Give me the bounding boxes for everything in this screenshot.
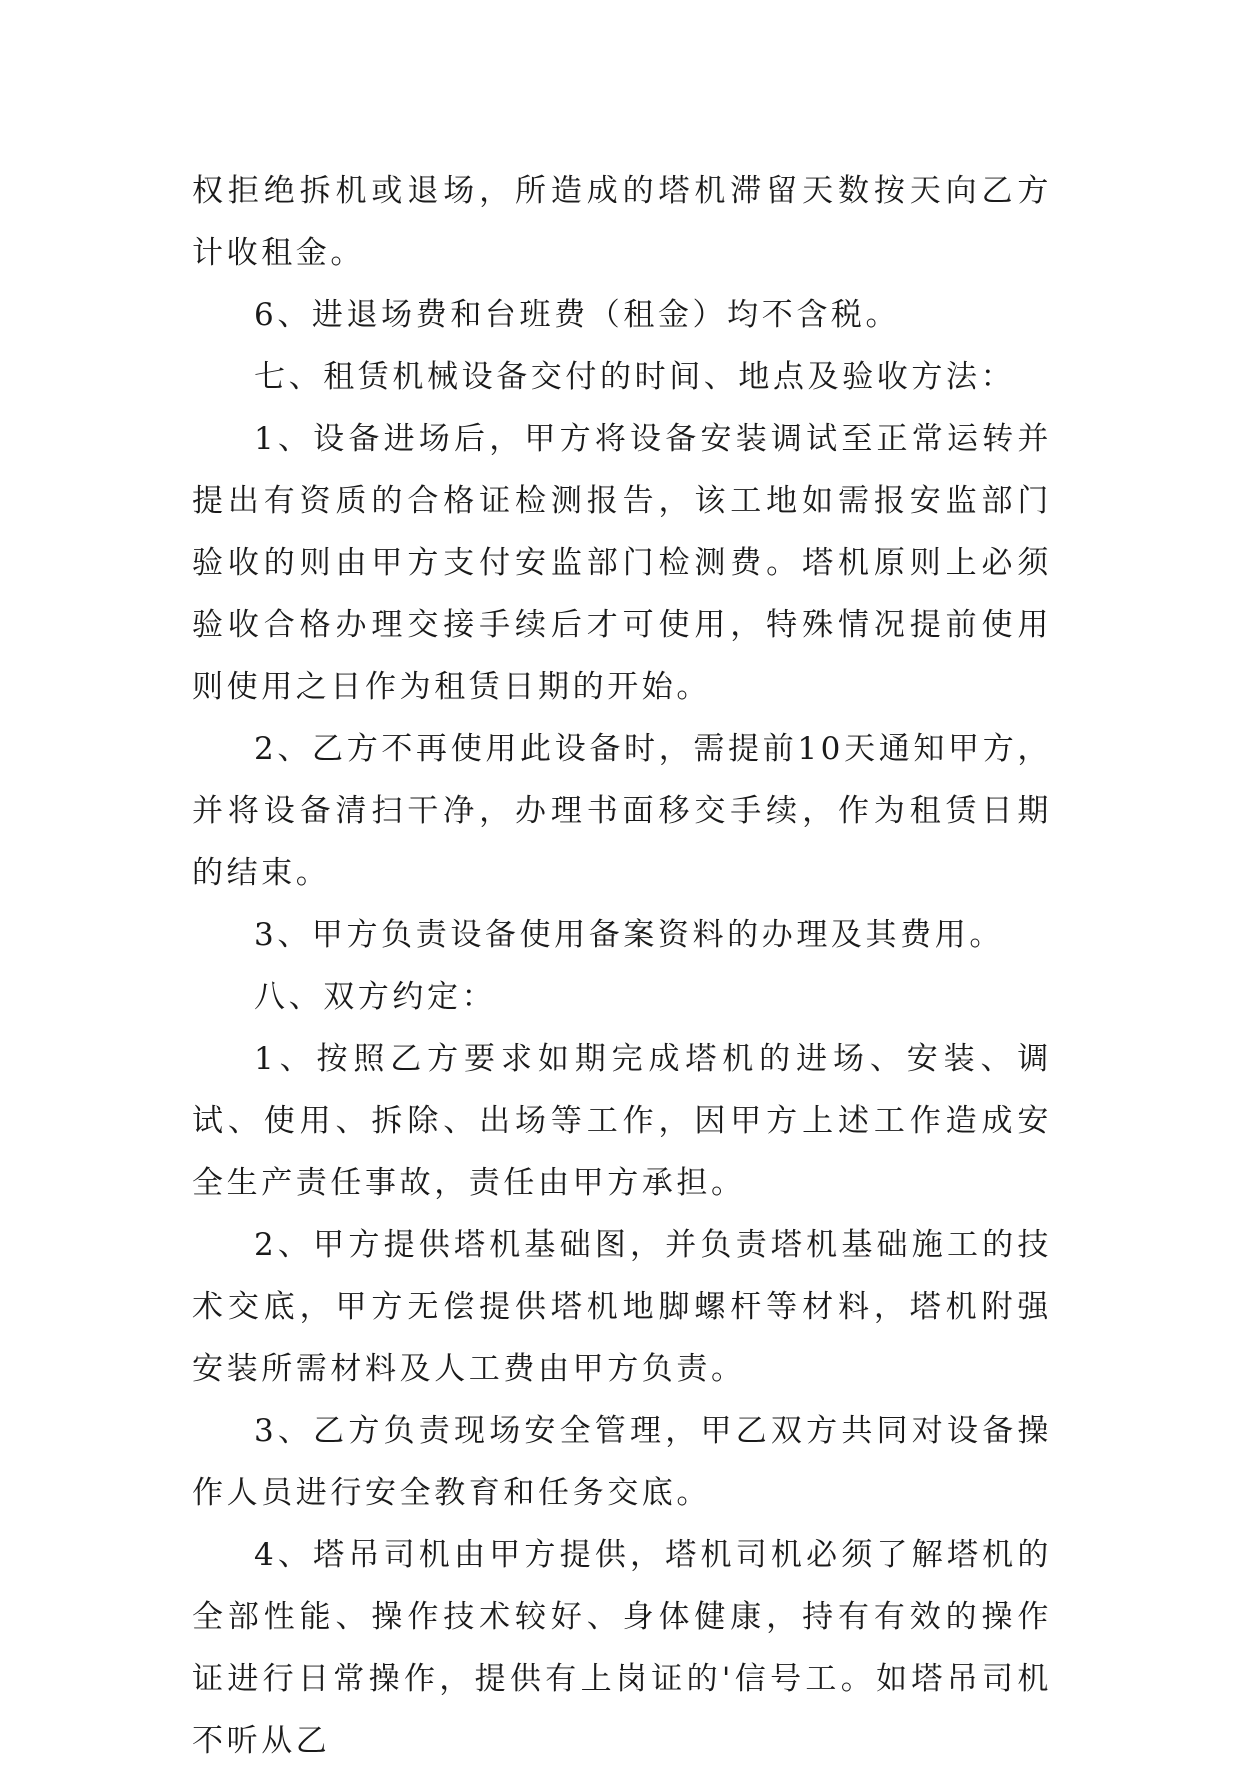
section-heading-7: 七、租赁机械设备交付的时间、地点及验收方法：: [254, 359, 1016, 395]
paragraph-8-2: 2、甲方提供塔机基础图，并负责塔机基础施工的技术交底，甲方无偿提供塔机地脚螺杆等材料，塔机附强安装所需材料及人工费由甲方负责。: [192, 1227, 1052, 1387]
document-body: [192, 160, 1052, 1772]
paragraph-continuation: 权拒绝拆机或退场，所造成的塔机滞留天数按天向乙方计收租金。: [192, 173, 1052, 271]
paragraph-7-2: 2、乙方不再使用此设备时，需提前10天通知甲方，并将设备清扫干净，办理书面移交手续，作为租赁日期的结束。: [192, 731, 1052, 891]
paragraph-8-1: 1、按照乙方要求如期完成塔机的进场、安装、调试、使用、拆除、出场等工作，因甲方上述工作造成安全生产责任事故，责任由甲方承担。: [192, 1041, 1052, 1201]
paragraph-8-3: 3、乙方负责现场安全管理，甲乙双方共同对设备操作人员进行安全教育和任务交底。: [192, 1413, 1052, 1511]
paragraph-8-4: 4、塔吊司机由甲方提供，塔机司机必须了解塔机的全部性能、操作技术较好、身体健康，持有有效的操作证进行日常操作，提供有上岗证的'信号工。如塔吊司机不听从乙: [192, 1537, 1052, 1759]
paragraph-7-3: 3、甲方负责设备使用备案资料的办理及其费用。: [254, 917, 1004, 953]
paragraph-item-6: 6、进退场费和台班费（租金）均不含税。: [254, 297, 901, 333]
section-heading-8: 八、双方约定：: [254, 979, 497, 1015]
paragraph-7-1: 1、设备进场后，甲方将设备安装调试至正常运转并提出有资质的合格证检测报告，该工地如需报安监部门验收的则由甲方支付安监部门检测费。塔机原则上必须验收合格办理交接手续后才可使用，特殊情况提前使用则使用之日作为租赁日期的开始。: [192, 421, 1052, 705]
